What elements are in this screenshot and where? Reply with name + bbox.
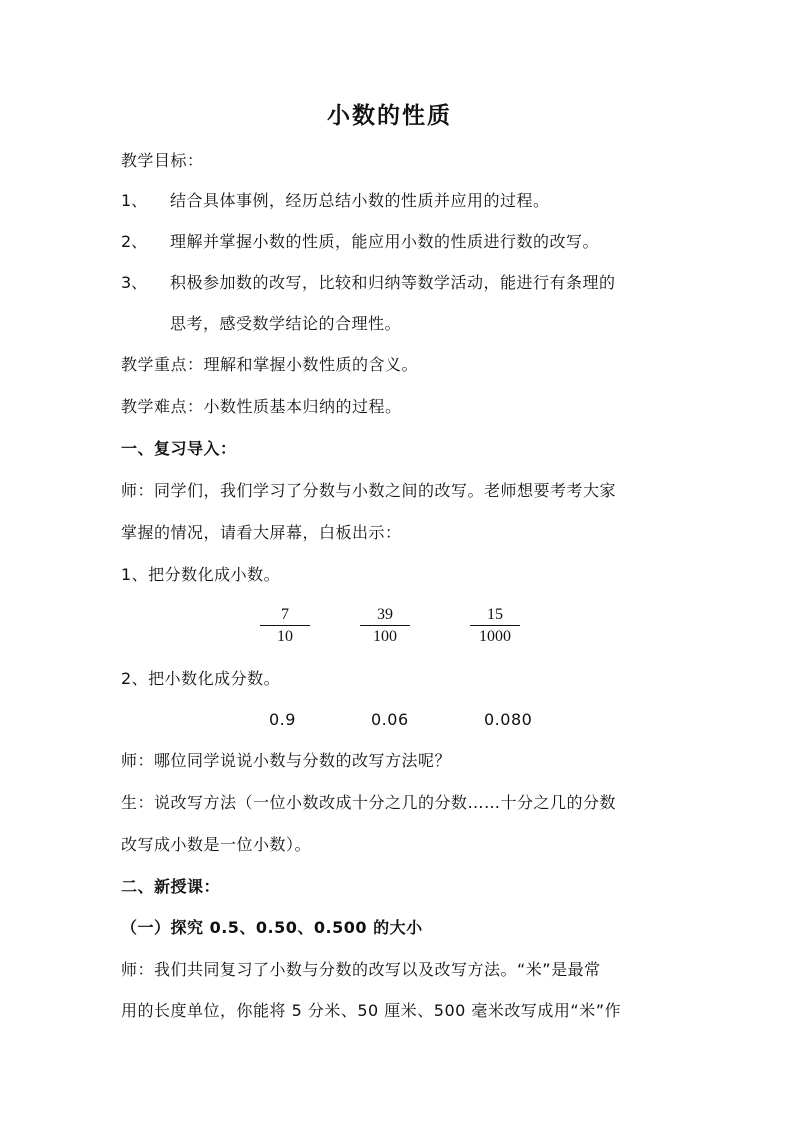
decimal-value: 0.9	[269, 710, 296, 729]
objective-number: 2、	[121, 232, 148, 251]
fraction-denominator: 100	[373, 628, 397, 645]
paragraph-line: 用的长度单位，你能将 5 分米、50 厘米、500 毫米改写成用“米”作	[121, 1001, 622, 1020]
section-heading: 二、新授课：	[121, 877, 221, 896]
difficult-point: 教学难点：小数性质基本归纳的过程。	[121, 397, 402, 416]
fraction-bar	[470, 625, 520, 626]
fraction-bar	[360, 625, 410, 626]
objective-number: 3、	[121, 273, 148, 292]
paragraph-line: 师：哪位同学说说小数与分数的改写方法呢？	[121, 751, 452, 770]
paragraph-line: 掌握的情况，请看大屏幕，白板出示：	[121, 523, 402, 542]
objectives-heading: 教学目标：	[121, 151, 204, 170]
fraction	[470, 606, 520, 646]
decimal-value: 0.06	[371, 710, 409, 729]
key-point: 教学重点：理解和掌握小数性质的含义。	[121, 355, 419, 374]
task-label: 2、把小数化成分数。	[121, 669, 281, 688]
objective-text: 结合具体事例，经历总结小数的性质并应用的过程。	[170, 191, 550, 210]
objective-text: 理解并掌握小数的性质，能应用小数的性质进行数的改写。	[170, 232, 600, 251]
decimal-value: 0.080	[484, 710, 533, 729]
fraction-denominator: 10	[277, 628, 293, 645]
fraction-denominator: 1000	[479, 628, 511, 645]
fraction	[360, 606, 410, 646]
fraction-bar	[260, 625, 310, 626]
fraction-numerator: 15	[487, 606, 503, 623]
paragraph-line: 生：说改写方法（一位小数改成十分之几的分数……十分之几的分数	[121, 793, 617, 812]
fraction	[260, 606, 310, 646]
paragraph-line: 改写成小数是一位小数）。	[121, 835, 312, 854]
task-label: 1、把分数化成小数。	[121, 565, 281, 584]
objective-text-continued: 思考，感受数学结论的合理性。	[170, 314, 402, 333]
paragraph-line: 师：同学们，我们学习了分数与小数之间的改写。老师想要考考大家	[121, 481, 617, 500]
section-heading: 一、复习导入：	[121, 439, 237, 458]
page-title: 小数的性质	[327, 102, 452, 129]
fraction-numerator: 7	[281, 606, 289, 623]
subsection-heading: （一）探究 0.5、0.50、0.500 的大小	[121, 918, 423, 937]
fraction-numerator: 39	[377, 606, 393, 623]
objective-text: 积极参加数的改写，比较和归纳等数学活动，能进行有条理的	[170, 273, 616, 292]
objective-number: 1、	[121, 191, 148, 210]
paragraph-line: 师：我们共同复习了小数与分数的改写以及改写方法。“米”是最常	[121, 960, 601, 979]
